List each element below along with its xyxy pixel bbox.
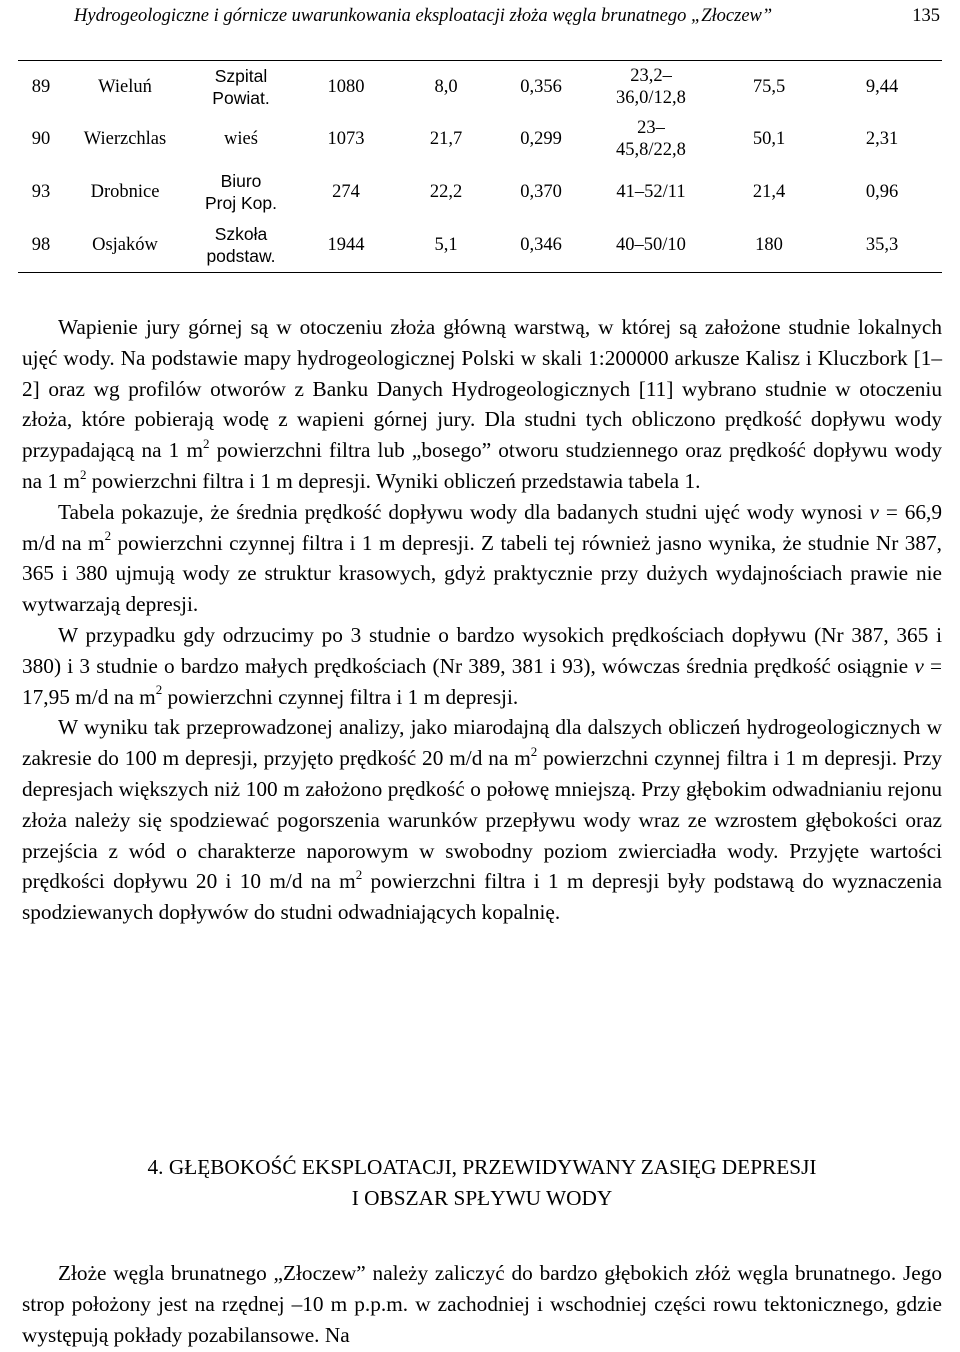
body-text-main — [22, 312, 942, 928]
cell-depth: 1073 — [327, 128, 365, 149]
paragraph: Tabela pokazuje, że średnia prędkość dopływu wody dla badanych studni ujęć wody wynosi v = 66,9 m/d na $m^2$ powierzchni czynnej filtra i 1 m depresji. Z tabeli tej również jasno wynika, że studnie Nr 387, 365 i 380 ujmują wody ze struktur krasowych, gdyż praktycznie przy dużych wydajnościach prawie nie wytwarzają depresji. — [22, 499, 943, 617]
cell-q: 5,1 — [434, 235, 458, 256]
cell-nr: 93 — [31, 181, 51, 202]
cell-d: 0,370 — [520, 181, 562, 202]
cell-depth: 1080 — [327, 76, 365, 97]
cell-place: Wierzchlas — [83, 128, 167, 149]
table-row — [18, 61, 942, 113]
cell-place: Drobnice — [90, 181, 160, 202]
cell-v: 21,4 — [752, 181, 786, 202]
cell-q: 8,0 — [434, 76, 458, 97]
table-row — [18, 165, 942, 219]
cell-type: Szkoła podstaw. — [206, 224, 276, 267]
cell-place: Wieluń — [98, 76, 152, 97]
section-heading — [22, 1152, 942, 1214]
cell-type: Szpital Powiat. — [212, 65, 270, 108]
cell-nr: 98 — [31, 235, 51, 256]
cell-d: 0,346 — [520, 235, 562, 256]
table-row — [18, 113, 942, 165]
cell-z: 35,3 — [865, 235, 899, 256]
cell-nr: 89 — [31, 76, 51, 97]
cell-v: 75,5 — [752, 76, 786, 97]
cell-depth: 1944 — [327, 235, 365, 256]
page-number: 135 — [912, 5, 940, 26]
cell-v: 180 — [755, 235, 783, 256]
cell-filter: 23– 45,8/22,8 — [616, 117, 686, 160]
cell-z: 2,31 — [865, 128, 899, 149]
cell-filter: 23,2– 36,0/12,8 — [616, 65, 686, 108]
cell-type: wieś — [224, 128, 258, 149]
cell-type: Biuro Proj Kop. — [205, 170, 277, 213]
cell-q: 21,7 — [429, 128, 463, 149]
cell-depth: 274 — [332, 181, 360, 202]
page-header — [74, 0, 942, 32]
cell-d: 0,356 — [520, 76, 562, 97]
wells-table — [18, 60, 942, 273]
running-title: Hydrogeologiczne i górnicze uwarunkowania eksploatacji złoża węgla brunatnego „Złoczew” — [74, 5, 773, 26]
cell-v: 50,1 — [752, 128, 786, 149]
body-text-section — [22, 1258, 942, 1350]
cell-d: 0,299 — [520, 128, 562, 149]
cell-filter: 41–52/11 — [616, 181, 686, 202]
table-row — [18, 219, 942, 273]
section-heading-line-1: 4. GŁĘBOKOŚĆ EKSPLOATACJI, PRZEWIDYWANY ZASIĘG DEPRESJI — [147, 1155, 817, 1179]
paragraph: Złoże węgla brunatnego „Złoczew” należy zaliczyć do bardzo głębokich złóż węgla brunatnego. Jego strop położony jest na rzędnej –10 m p.p.m. w zachodniej i wschodniej części rowu tektonicznego, gdzie występują pokłady pozabilansowe. Na — [22, 1261, 942, 1347]
paragraph: W wyniku tak przeprowadzonej analizy, jako miarodajną dla dalszych obliczeń hydrogeologicznych w zakresie do 100 m depresji, przyjęto prędkość 20 m/d na $m^2$ powierzchni czynnej filtra i 1 m depresji. Przy depresjach większych niż 100 m założono prędkość o połowę mniejszą. Przy głębokim odwadnianiu rejonu złoża należy się spodziewać pogorszenia warunków przepływu wody wraz ze wzrostem głębokości oraz przejścia z wód o charakterze naporowym w swobodny poziom zwierciadła wody. Przyjęte wartości prędkości dopływu 20 i 10 m/d na $m^2$ powierzchni filtra i 1 m depresji były podstawą do wyznaczenia spodziewanych dopływów do studni odwadniających kopalnię. — [22, 715, 943, 925]
paragraph: W przypadku gdy odrzucimy po 3 studnie o bardzo wysokich prędkościach dopływu (Nr 387, 365 i 380) i 3 studnie o bardzo małych prędkościach (Nr 389, 381 i 93), wówczas średnia prędkość osiągnie v = 17,95 m/d na $m^2$ powierzchni czynnej filtra i 1 m depresji. — [22, 622, 942, 709]
cell-place: Osjaków — [92, 235, 158, 256]
cell-filter: 40–50/10 — [616, 235, 686, 256]
cell-z: 9,44 — [865, 76, 899, 97]
section-heading-line-2: I OBSZAR SPŁYWU WODY — [351, 1186, 613, 1210]
paragraph: Wapienie jury górnej są w otoczeniu złoża główną warstwą, w której są założone studnie lokalnych ujęć wody. Na podstawie mapy hydrogeologicznej Polski w skali 1:200000 arkusze Kalisz i Kluczbork [1–2] oraz wg profilów otworów z Banku Danych Hydrogeologicznych [11] wybrano studnie w otoczeniu złoża, które pobierają wodę z wapieni górnej jury. Dla studni tych obliczono prędkość dopływu wody przypadającą na 1 $m^2$ powierzchni filtra lub „bosego” otworu studziennego oraz prędkość dopływu wody na 1 $m^2$ powierzchni filtra i 1 m depresji. Wyniki obliczeń przedstawia tabela 1. — [22, 315, 943, 493]
cell-nr: 90 — [31, 128, 51, 149]
cell-z: 0,96 — [865, 181, 899, 202]
cell-q: 22,2 — [429, 181, 463, 202]
